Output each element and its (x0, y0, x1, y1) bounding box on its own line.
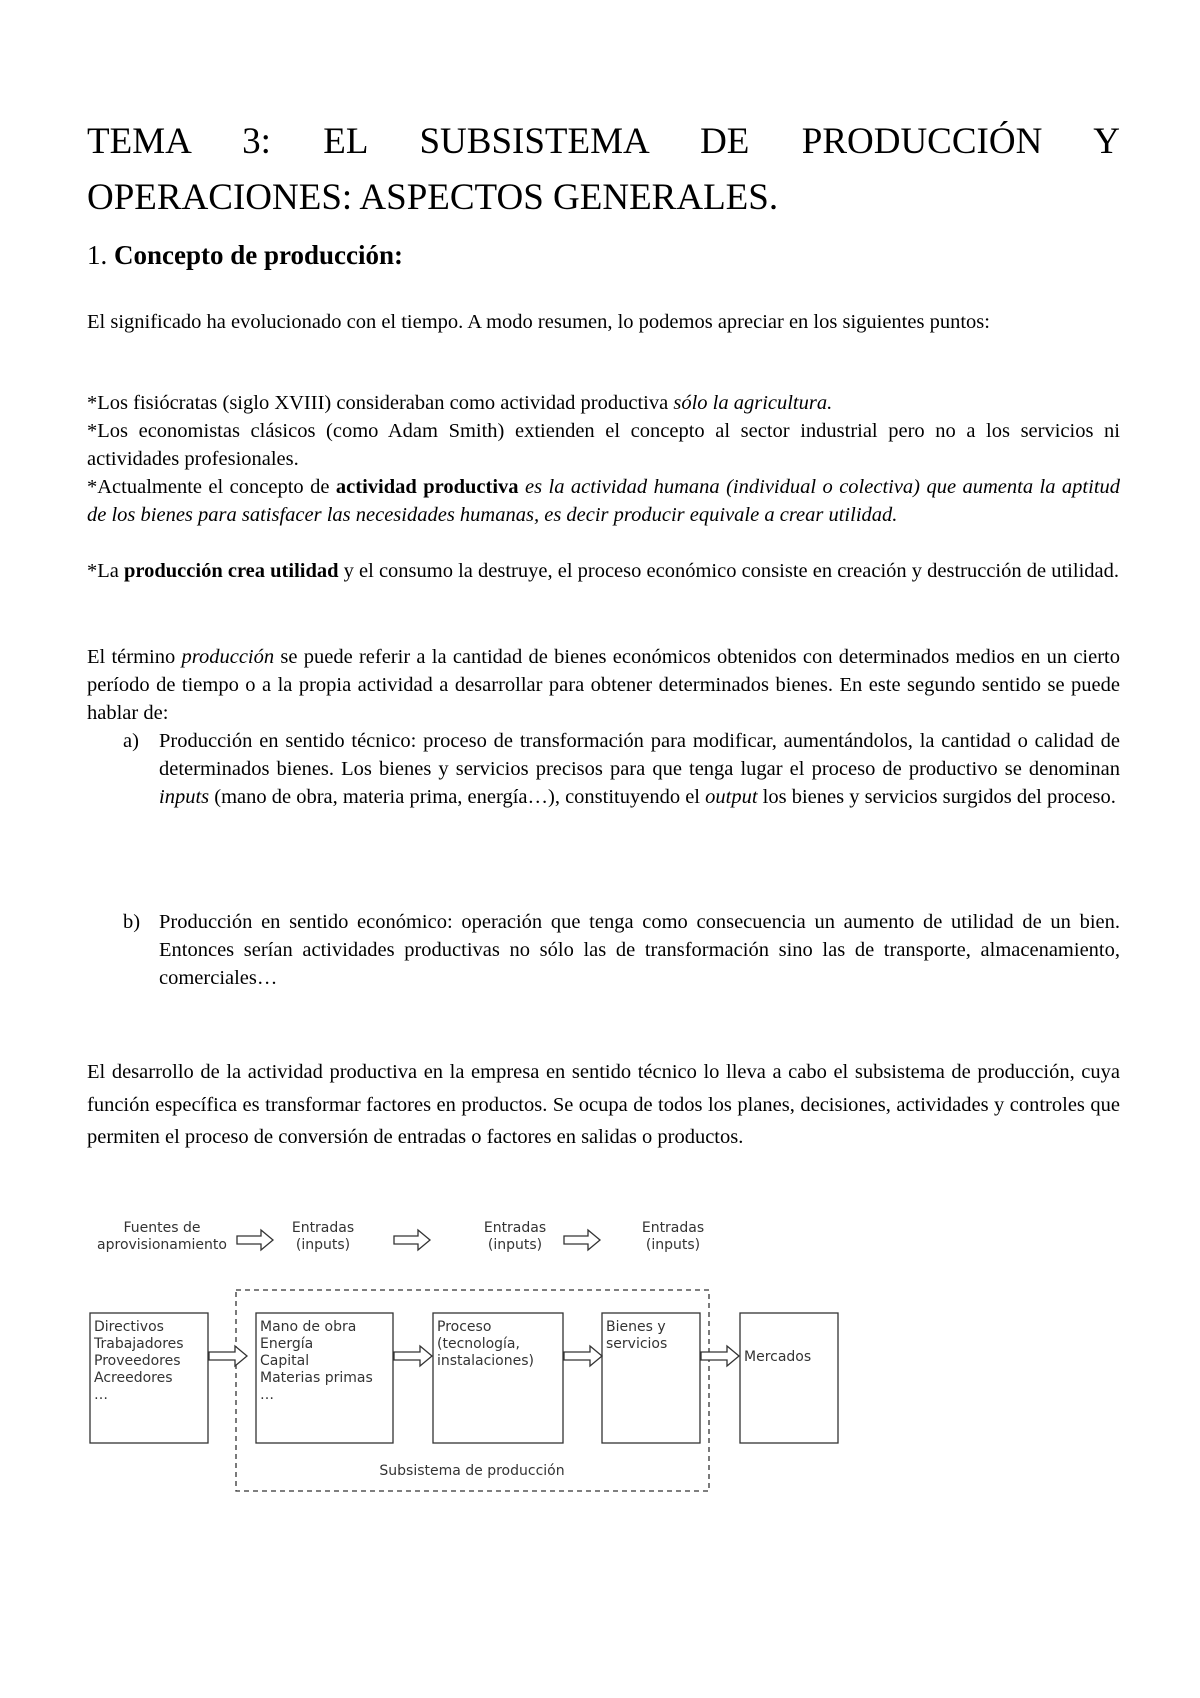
production-subsystem-diagram (88, 1212, 848, 1502)
arrow-right-icon (394, 1230, 430, 1250)
section-title: Concepto de producción: (114, 240, 404, 270)
label-entradas-1a: Entradas (291, 1220, 355, 1236)
arrow-right-icon (564, 1346, 602, 1366)
intro-paragraph: El significado ha evolucionado con el tiempo. A modo resumen, lo podemos apreciar en los siguientes puntos: (87, 311, 990, 333)
b4-line-2: servicios (606, 1336, 668, 1352)
b1-line-5: … (94, 1387, 108, 1403)
arrow-right-icon (394, 1346, 432, 1366)
term-paragraph: El término producción se puede referir a la cantidad de bienes económicos obtenidos con determinados medios en un cierto período de tiempo o a la propia actividad a desarrollar para obtener determinados bienes. En este segundo sentido se puede hablar de: (87, 646, 1120, 724)
label-fuentes-2: aprovisionamiento (97, 1237, 227, 1253)
arrow-right-icon (209, 1346, 247, 1366)
b2-line-2: Energía (260, 1336, 314, 1352)
b3-line-1: Proceso (437, 1319, 492, 1335)
point-fisiocratas: *Los fisiócratas (siglo XVIII) consideraban como actividad productiva sólo la agricultura. (87, 392, 833, 414)
title-line-1: TEMA 3: EL SUBSISTEMA DE PRODUCCIÓN Y (87, 121, 1120, 162)
b2-line-3: Capital (260, 1353, 310, 1369)
closing-paragraph: El desarrollo de la actividad productiva en la empresa en sentido técnico lo lleva a cabo el subsistema de producción, cuya función específica es transformar factores en productos. Se ocupa de todos los planes, decisiones, actividades y controles que permiten el proceso de conversión de entradas o factores en salidas o productos. (87, 1061, 1120, 1148)
b2-line-5: … (260, 1387, 274, 1403)
document-title (87, 114, 1120, 226)
list-marker-b: b) (123, 911, 141, 933)
b5-line-1: Mercados (744, 1349, 812, 1365)
label-entradas-1b: (inputs) (295, 1237, 351, 1253)
arrow-right-icon (237, 1230, 273, 1250)
b2-line-4: Materias primas (260, 1370, 373, 1386)
label-entradas-3b: (inputs) (645, 1237, 701, 1253)
label-fuentes-1: Fuentes de (123, 1220, 201, 1236)
section-number: 1. (87, 240, 108, 270)
label-entradas-3a: Entradas (641, 1220, 705, 1236)
list-marker-a: a) (123, 730, 139, 752)
b4-line-1: Bienes y (606, 1319, 666, 1335)
point-economistas: *Los economistas clásicos (como Adam Smith) extienden el concepto al sector industrial pero no a los servicios ni actividades profesionales. (87, 420, 1120, 470)
arrow-right-icon (701, 1346, 739, 1366)
b1-line-3: Proveedores (94, 1353, 181, 1369)
subsystem-label: Subsistema de producción (379, 1463, 565, 1479)
b2-line-1: Mano de obra (260, 1319, 357, 1335)
b3-line-3: instalaciones) (437, 1353, 534, 1369)
b1-line-1: Directivos (94, 1319, 164, 1335)
point-actualmente: *Actualmente el concepto de actividad productiva es la actividad humana (individual o colectiva) que aumenta la aptitud de los bienes para satisfacer las necesidades humanas, es decir producir equivale a crear utilidad. (87, 476, 1121, 526)
b1-line-2: Trabajadores (94, 1336, 184, 1352)
b3-line-2: (tecnología, (437, 1336, 520, 1352)
arrow-right-icon (564, 1230, 600, 1250)
label-entradas-2a: Entradas (483, 1220, 547, 1236)
label-entradas-2b: (inputs) (487, 1237, 543, 1253)
point-produccion-utilidad: *La producción crea utilidad y el consumo la destruye, el proceso económico consiste en creación y destrucción de utilidad. (87, 560, 1119, 582)
section-heading (87, 240, 403, 271)
box-markets (740, 1313, 838, 1443)
list-text-b: Producción en sentido económico: operación que tenga como consecuencia un aumento de utilidad de un bien. Entonces serían actividades productivas no sólo las de transformación sino las de transporte, almacenamiento, comerciales… (159, 911, 1120, 989)
list-text-a: Producción en sentido técnico: proceso de transformación para modificar, aumentándolos, la cantidad o calidad de determinados bienes. Los bienes y servicios precisos para que tenga lugar el proceso de productivo se denominan inputs (mano de obra, materia prima, energía…), constituyendo el output los bienes y servicios surgidos del proceso. (159, 730, 1120, 808)
b1-line-4: Acreedores (94, 1370, 173, 1386)
title-line-2: OPERACIONES: ASPECTOS GENERALES. (87, 177, 779, 218)
